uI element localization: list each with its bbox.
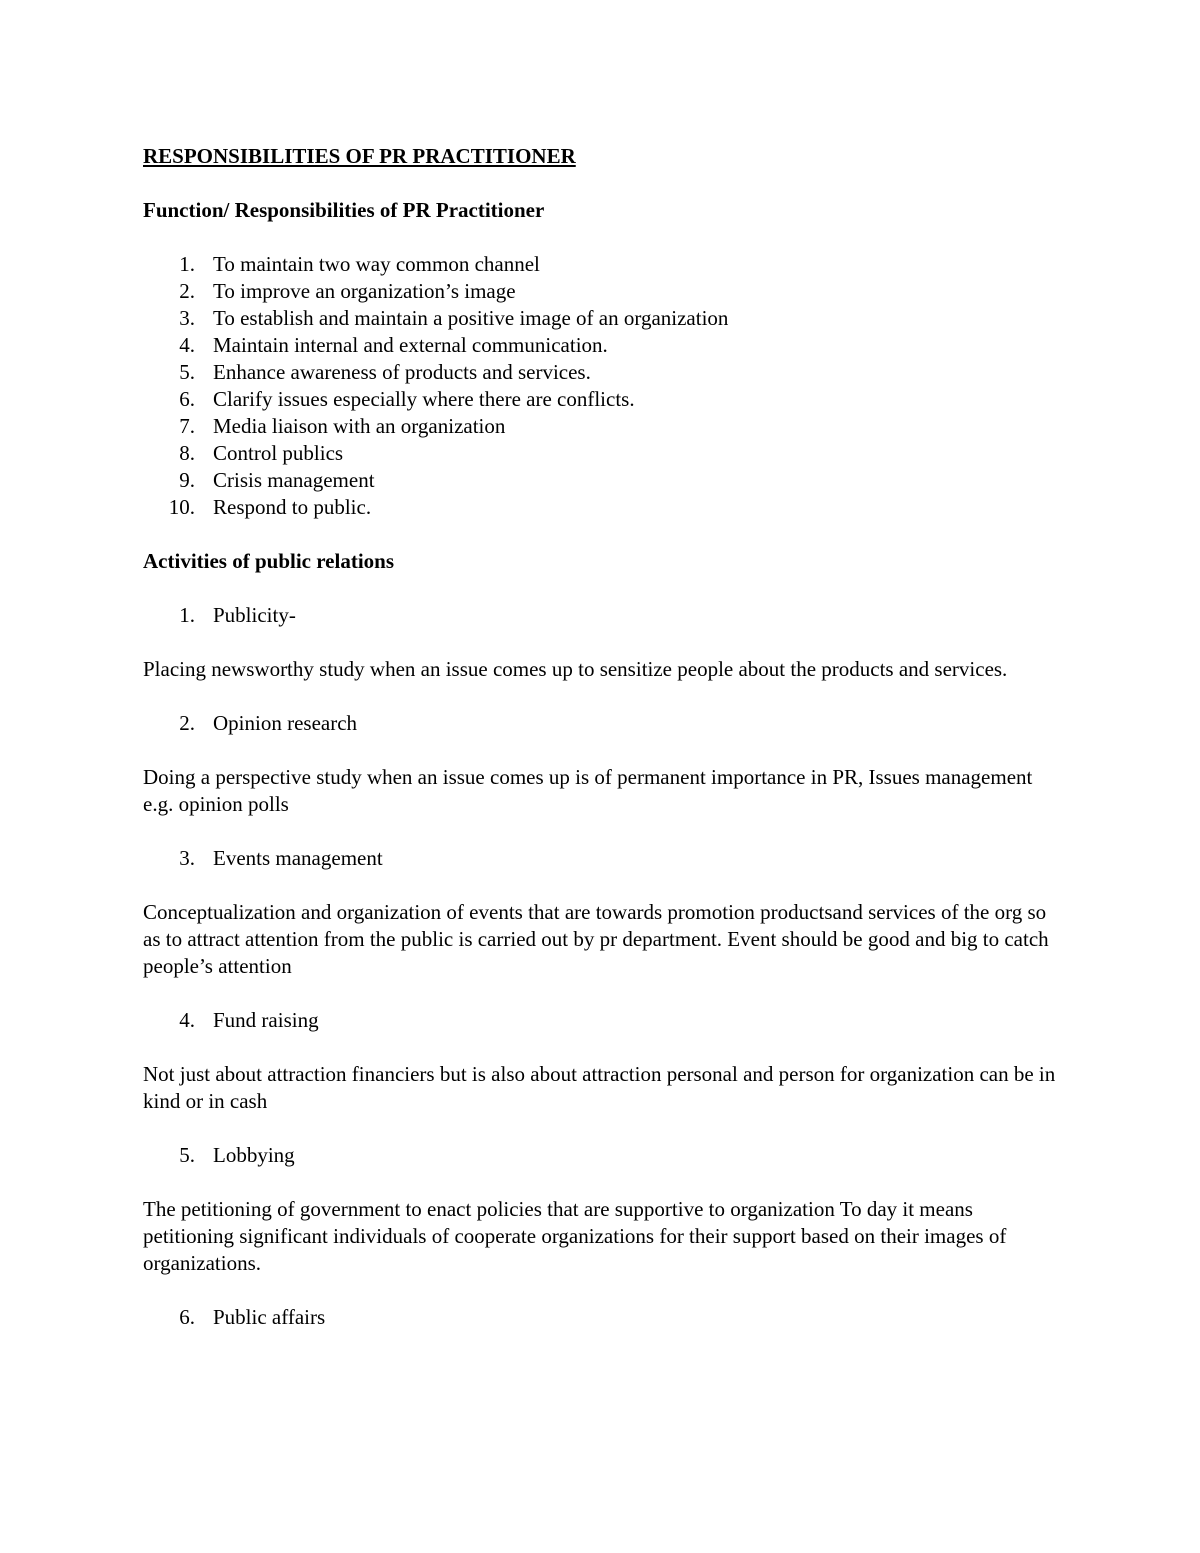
list-text: To improve an organization’s image (213, 279, 516, 303)
activity-title (143, 710, 1063, 737)
activity-description: Doing a perspective study when an issue comes up is of permanent importance in PR, Issues management e.g. opinion polls (143, 765, 1033, 816)
activity-description: Placing newsworthy study when an issue comes up to sensitize people about the products and services. (143, 657, 1008, 681)
activity-title (143, 602, 1063, 629)
list-number: 8. (179, 441, 195, 465)
list-item (143, 467, 1063, 494)
functions-heading: Function/ Responsibilities of PR Practitioner (143, 198, 545, 222)
list-item (143, 386, 1063, 413)
activities-heading: Activities of public relations (143, 549, 395, 573)
list-item (143, 494, 1063, 521)
activity-title-text: Public affairs (213, 1305, 326, 1329)
list-item (143, 359, 1063, 386)
activity-title (143, 1304, 1063, 1331)
list-number: 2. (179, 711, 195, 735)
list-item (143, 332, 1063, 359)
list-number: 3. (179, 846, 195, 870)
list-item (143, 251, 1063, 278)
list-text: Crisis management (213, 468, 375, 492)
list-number: 4. (179, 333, 195, 357)
list-item (143, 305, 1063, 332)
list-number: 5. (179, 1143, 195, 1167)
list-text: Respond to public. (213, 495, 372, 519)
list-number: 6. (179, 387, 195, 411)
list-item (143, 440, 1063, 467)
activity-title-text: Opinion research (213, 711, 358, 735)
document-title: RESPONSIBILITIES OF PR PRACTITIONER (143, 144, 576, 168)
activity-title-text: Fund raising (213, 1008, 319, 1032)
list-item (143, 413, 1063, 440)
list-text: To maintain two way common channel (213, 252, 540, 276)
activity-title-text: Events management (213, 846, 383, 870)
list-text: Clarify issues especially where there are conflicts. (213, 387, 635, 411)
list-number: 3. (179, 306, 195, 330)
list-item (143, 278, 1063, 305)
list-number: 5. (179, 360, 195, 384)
activity-title (143, 1007, 1063, 1034)
list-text: To establish and maintain a positive image of an organization (213, 306, 729, 330)
list-text: Enhance awareness of products and services. (213, 360, 591, 384)
functions-list (143, 251, 1063, 521)
list-number: 9. (179, 468, 195, 492)
list-number: 10. (168, 495, 195, 519)
list-text: Media liaison with an organization (213, 414, 506, 438)
activity-title (143, 845, 1063, 872)
list-text: Maintain internal and external communication. (213, 333, 608, 357)
list-number: 4. (179, 1008, 195, 1032)
list-text: Control publics (213, 441, 344, 465)
activity-description: The petitioning of government to enact policies that are supportive to organization To day it means petitioning significant individuals of cooperate organizations for their support based on their images of organizations. (143, 1197, 1007, 1275)
activity-description: Not just about attraction financiers but is also about attraction personal and person for organization can be in kind or in cash (143, 1062, 1056, 1113)
document-page (143, 143, 1063, 1331)
activity-title (143, 1142, 1063, 1169)
list-number: 7. (179, 414, 195, 438)
list-number: 1. (179, 252, 195, 276)
list-number: 6. (179, 1305, 195, 1329)
activity-title-text: Lobbying (213, 1143, 295, 1167)
activity-description: Conceptualization and organization of events that are towards promotion productsand services of the org so as to attract attention from the public is carried out by pr department. Event should be good and big to catch people’s attention (143, 900, 1049, 978)
list-number: 1. (179, 603, 195, 627)
activity-title-text: Publicity- (213, 603, 296, 627)
list-number: 2. (179, 279, 195, 303)
